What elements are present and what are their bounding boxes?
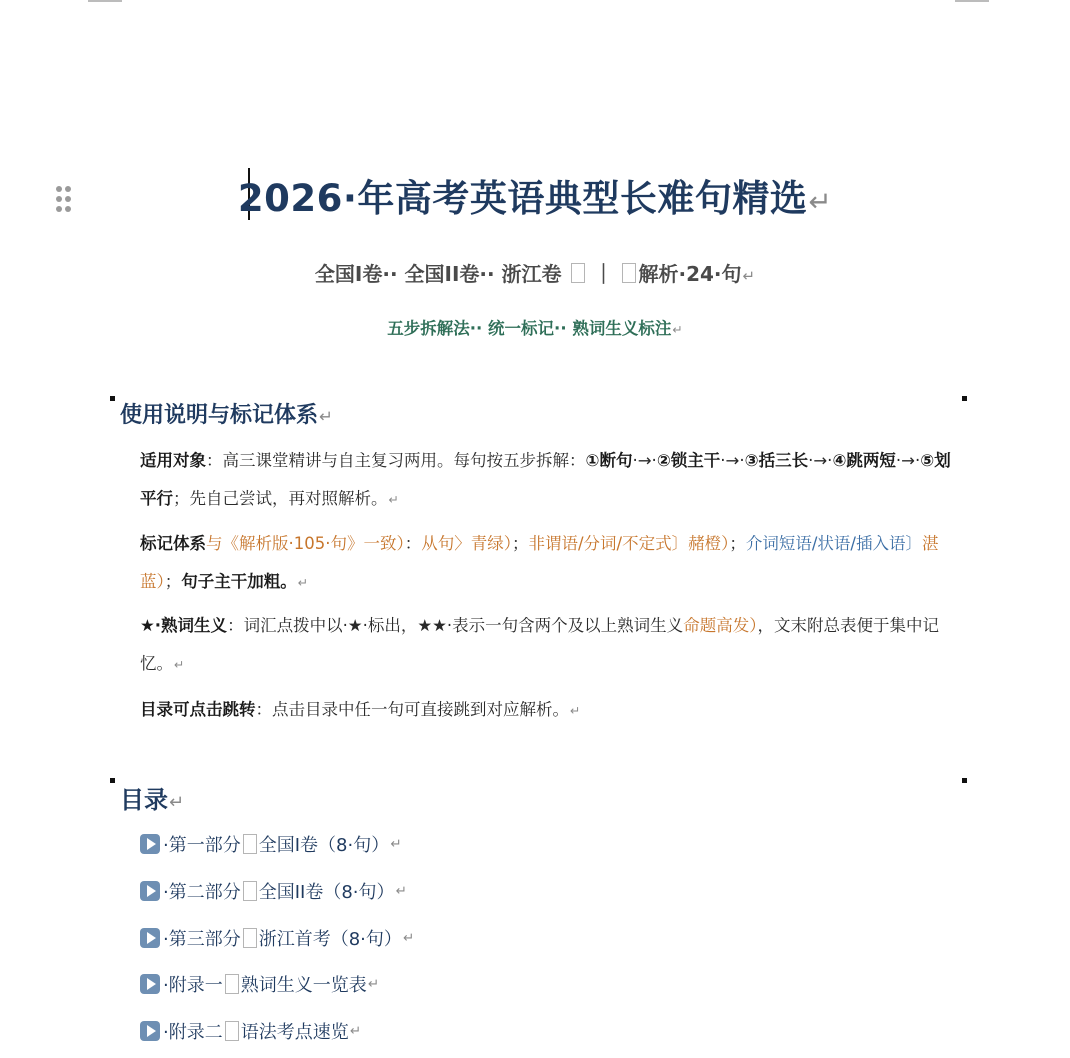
toc-item-appendix2[interactable]: ·附录二 语法考点速览 ↵: [140, 1017, 361, 1045]
play-icon: [140, 834, 160, 854]
section-marker: [962, 778, 967, 783]
placeholder-box: [622, 263, 636, 283]
section-marker: [110, 396, 115, 401]
placeholder-box: [243, 881, 257, 901]
play-icon: [140, 1021, 160, 1041]
placeholder-box: [571, 263, 585, 283]
toc-item-appendix1[interactable]: ·附录一 熟词生义一览表 ↵: [140, 970, 379, 998]
placeholder-box: [243, 928, 257, 948]
toc-item-part3[interactable]: ·第三部分 浙江首考（8·句） ↵: [140, 924, 414, 952]
play-icon: [140, 974, 160, 994]
placeholder-box: [225, 1021, 239, 1041]
usage-paragraph-target[interactable]: 适用对象：高三课堂精讲与自主复习两用。每句按五步拆解：①断句·→·②锁主干·→·③括三长·→·④跳两短·→·⑤划平行；先自己尝试，再对照解析。↵: [140, 451, 951, 508]
crop-mark-right: [955, 0, 989, 2]
usage-paragraph-star[interactable]: ★·熟词生义：词汇点拨中以·★·标出，★★·表示一句含两个及以上熟词生义命题高发），文末附总表便于集中记忆。↵: [140, 616, 939, 673]
usage-paragraph-marks[interactable]: 标记体系与《解析版·105·句》一致）：从句〉青绿）；非谓语/分词/不定式〕赭橙）；介词短语/状语/插入语〕湛蓝）；句子主干加粗。↵: [140, 534, 939, 591]
document-title[interactable]: 2026·年高考英语典型长难句精选↵: [237, 177, 833, 220]
section-marker: [110, 778, 115, 783]
usage-paragraph-toc-link[interactable]: 目录可点击跳转：点击目录中任一句可直接跳到对应解析。↵: [140, 700, 581, 719]
toc-item-part2[interactable]: ·第二部分 全国II卷（8·句） ↵: [140, 877, 407, 905]
section-marker: [962, 396, 967, 401]
document-subtitle[interactable]: 全国I卷·· 全国II卷·· 浙江卷 ｜ 解析·24·句↵: [314, 262, 756, 286]
document-tagline[interactable]: 五步拆解法·· 统一标记·· 熟词生义标注↵: [387, 319, 683, 338]
crop-mark-left: [88, 0, 122, 2]
toc-heading[interactable]: 目录↵: [120, 786, 185, 814]
placeholder-box: [243, 834, 257, 854]
placeholder-box: [225, 974, 239, 994]
play-icon: [140, 928, 160, 948]
usage-heading[interactable]: 使用说明与标记体系↵: [120, 403, 333, 428]
play-icon: [140, 881, 160, 901]
toc-item-part1[interactable]: ·第一部分 全国I卷（8·句） ↵: [140, 830, 402, 858]
